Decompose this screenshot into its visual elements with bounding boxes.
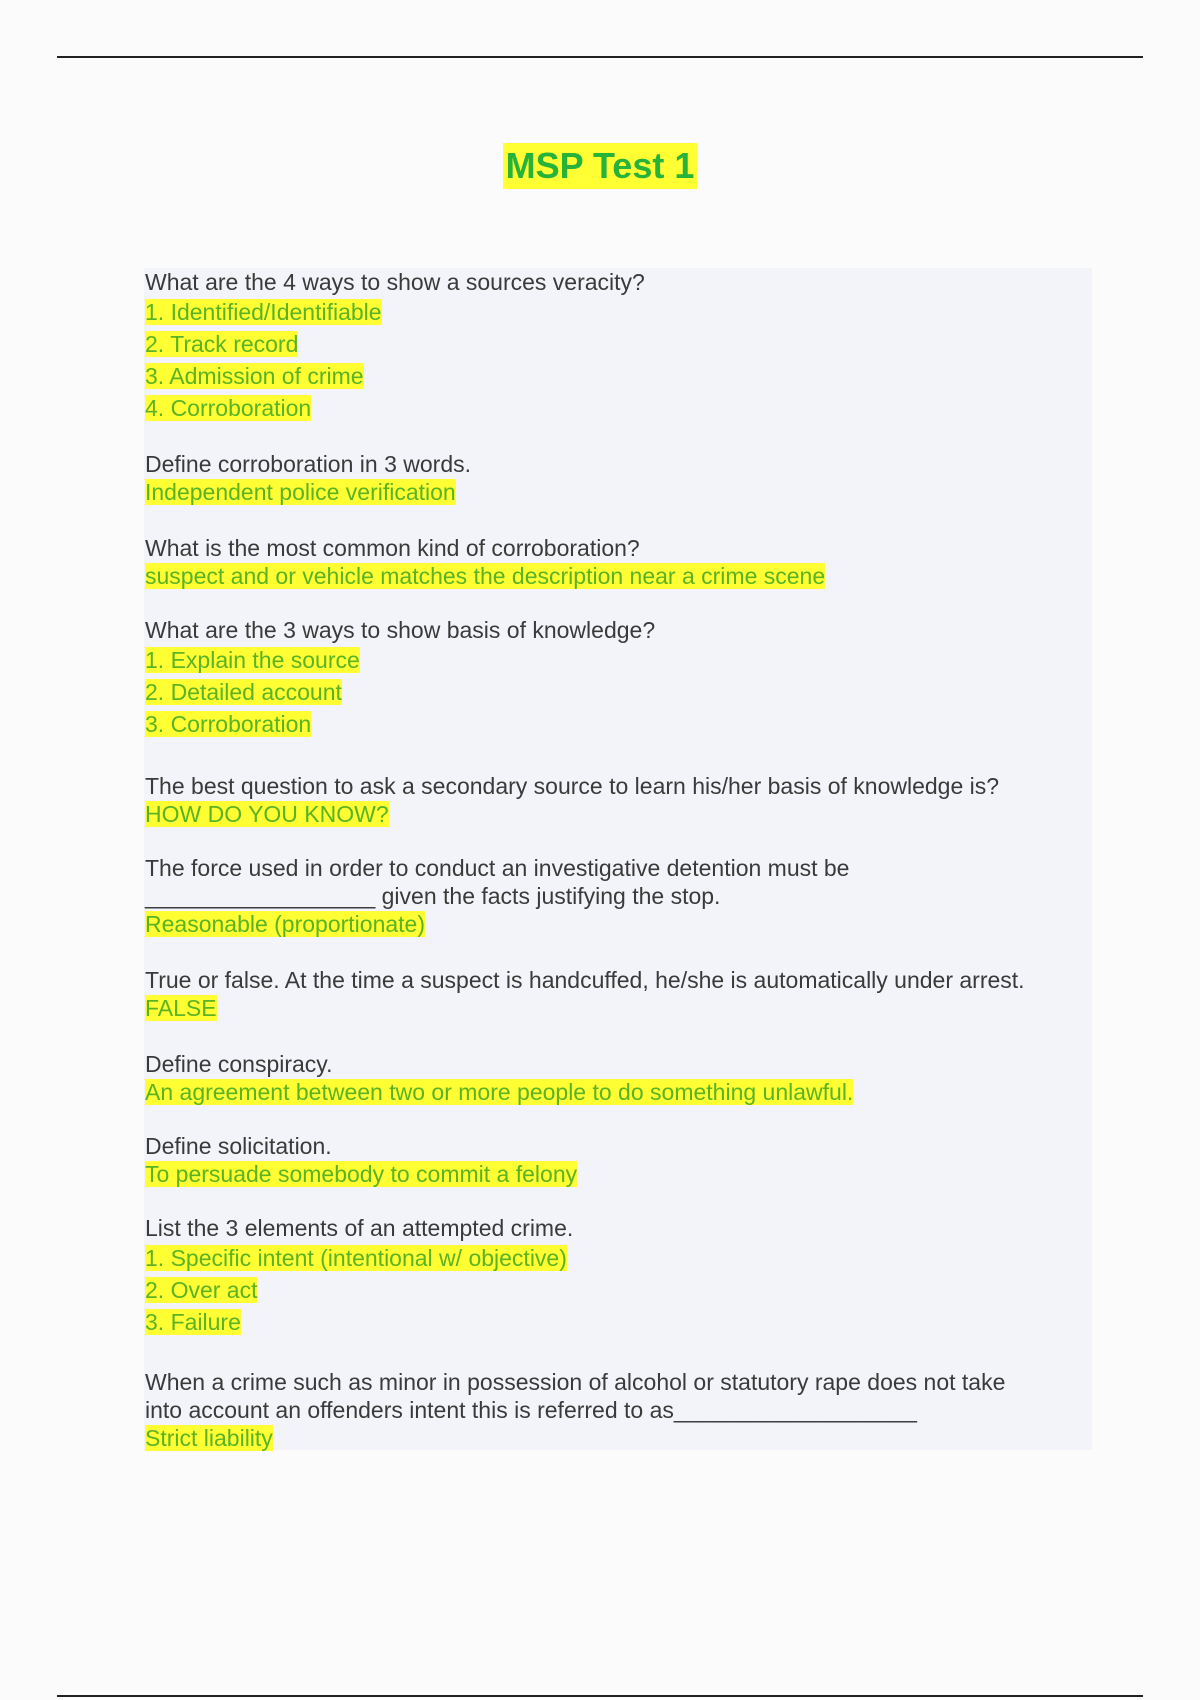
question: The best question to ask a secondary source to learn his/her basis of knowledge is? [145, 773, 1000, 799]
title-block [0, 143, 1200, 189]
answer: 3. Corroboration [145, 711, 312, 737]
answer: 1. Specific intent (intentional w/ objective) [145, 1245, 567, 1271]
question-line: The force used in order to conduct an investigative detention must be [145, 855, 850, 881]
qa-item-9 [145, 1132, 577, 1188]
question: Define conspiracy. [145, 1051, 333, 1077]
answer: suspect and or vehicle matches the description near a crime scene [145, 563, 826, 589]
qa-panel [144, 268, 1092, 1450]
question-line: into account an offenders intent this is referred to as___________________ [145, 1397, 917, 1423]
answer: 2. Detailed account [145, 679, 342, 705]
question: Define solicitation. [145, 1133, 332, 1159]
qa-item-5 [145, 772, 999, 828]
answer: 1. Explain the source [145, 647, 360, 673]
qa-item-8 [145, 1050, 853, 1106]
question: What are the 4 ways to show a sources veracity? [145, 269, 645, 295]
top-rule [57, 56, 1143, 58]
answer: Strict liability [145, 1425, 273, 1451]
answer: 1. Identified/Identifiable [145, 299, 382, 325]
answer: 3. Admission of crime [145, 363, 364, 389]
qa-item-2 [145, 450, 471, 506]
bottom-rule [57, 1695, 1143, 1697]
answer: Reasonable (proportionate) [145, 911, 426, 937]
question: List the 3 elements of an attempted crime. [145, 1215, 574, 1241]
qa-item-1 [145, 268, 645, 424]
qa-item-3 [145, 534, 825, 590]
answer: An agreement between two or more people to do something unlawful. [145, 1079, 854, 1105]
question: True or false. At the time a suspect is handcuffed, he/she is automatically under arrest. [145, 967, 1025, 993]
question-line: __________________ given the facts justifying the stop. [145, 883, 721, 909]
answer: 2. Track record [145, 331, 299, 357]
question: Define corroboration in 3 words. [145, 451, 471, 477]
answer: FALSE [145, 995, 217, 1021]
answer: 4. Corroboration [145, 395, 312, 421]
answer: To persuade somebody to commit a felony [145, 1161, 578, 1187]
question-line: When a crime such as minor in possession of alcohol or statutory rape does not take [145, 1369, 1006, 1395]
answer: Independent police verification [145, 479, 456, 505]
answer: HOW DO YOU KNOW? [145, 801, 389, 827]
qa-item-4 [145, 616, 655, 740]
document-title: MSP Test 1 [503, 143, 698, 189]
question: What is the most common kind of corroboration? [145, 535, 640, 561]
qa-item-11 [145, 1368, 1005, 1452]
qa-item-6 [145, 854, 849, 938]
answer: 3. Failure [145, 1309, 241, 1335]
answer: 2. Over act [145, 1277, 258, 1303]
qa-item-7 [145, 966, 1025, 1022]
qa-item-10 [145, 1214, 573, 1338]
question: What are the 3 ways to show basis of knowledge? [145, 617, 656, 643]
